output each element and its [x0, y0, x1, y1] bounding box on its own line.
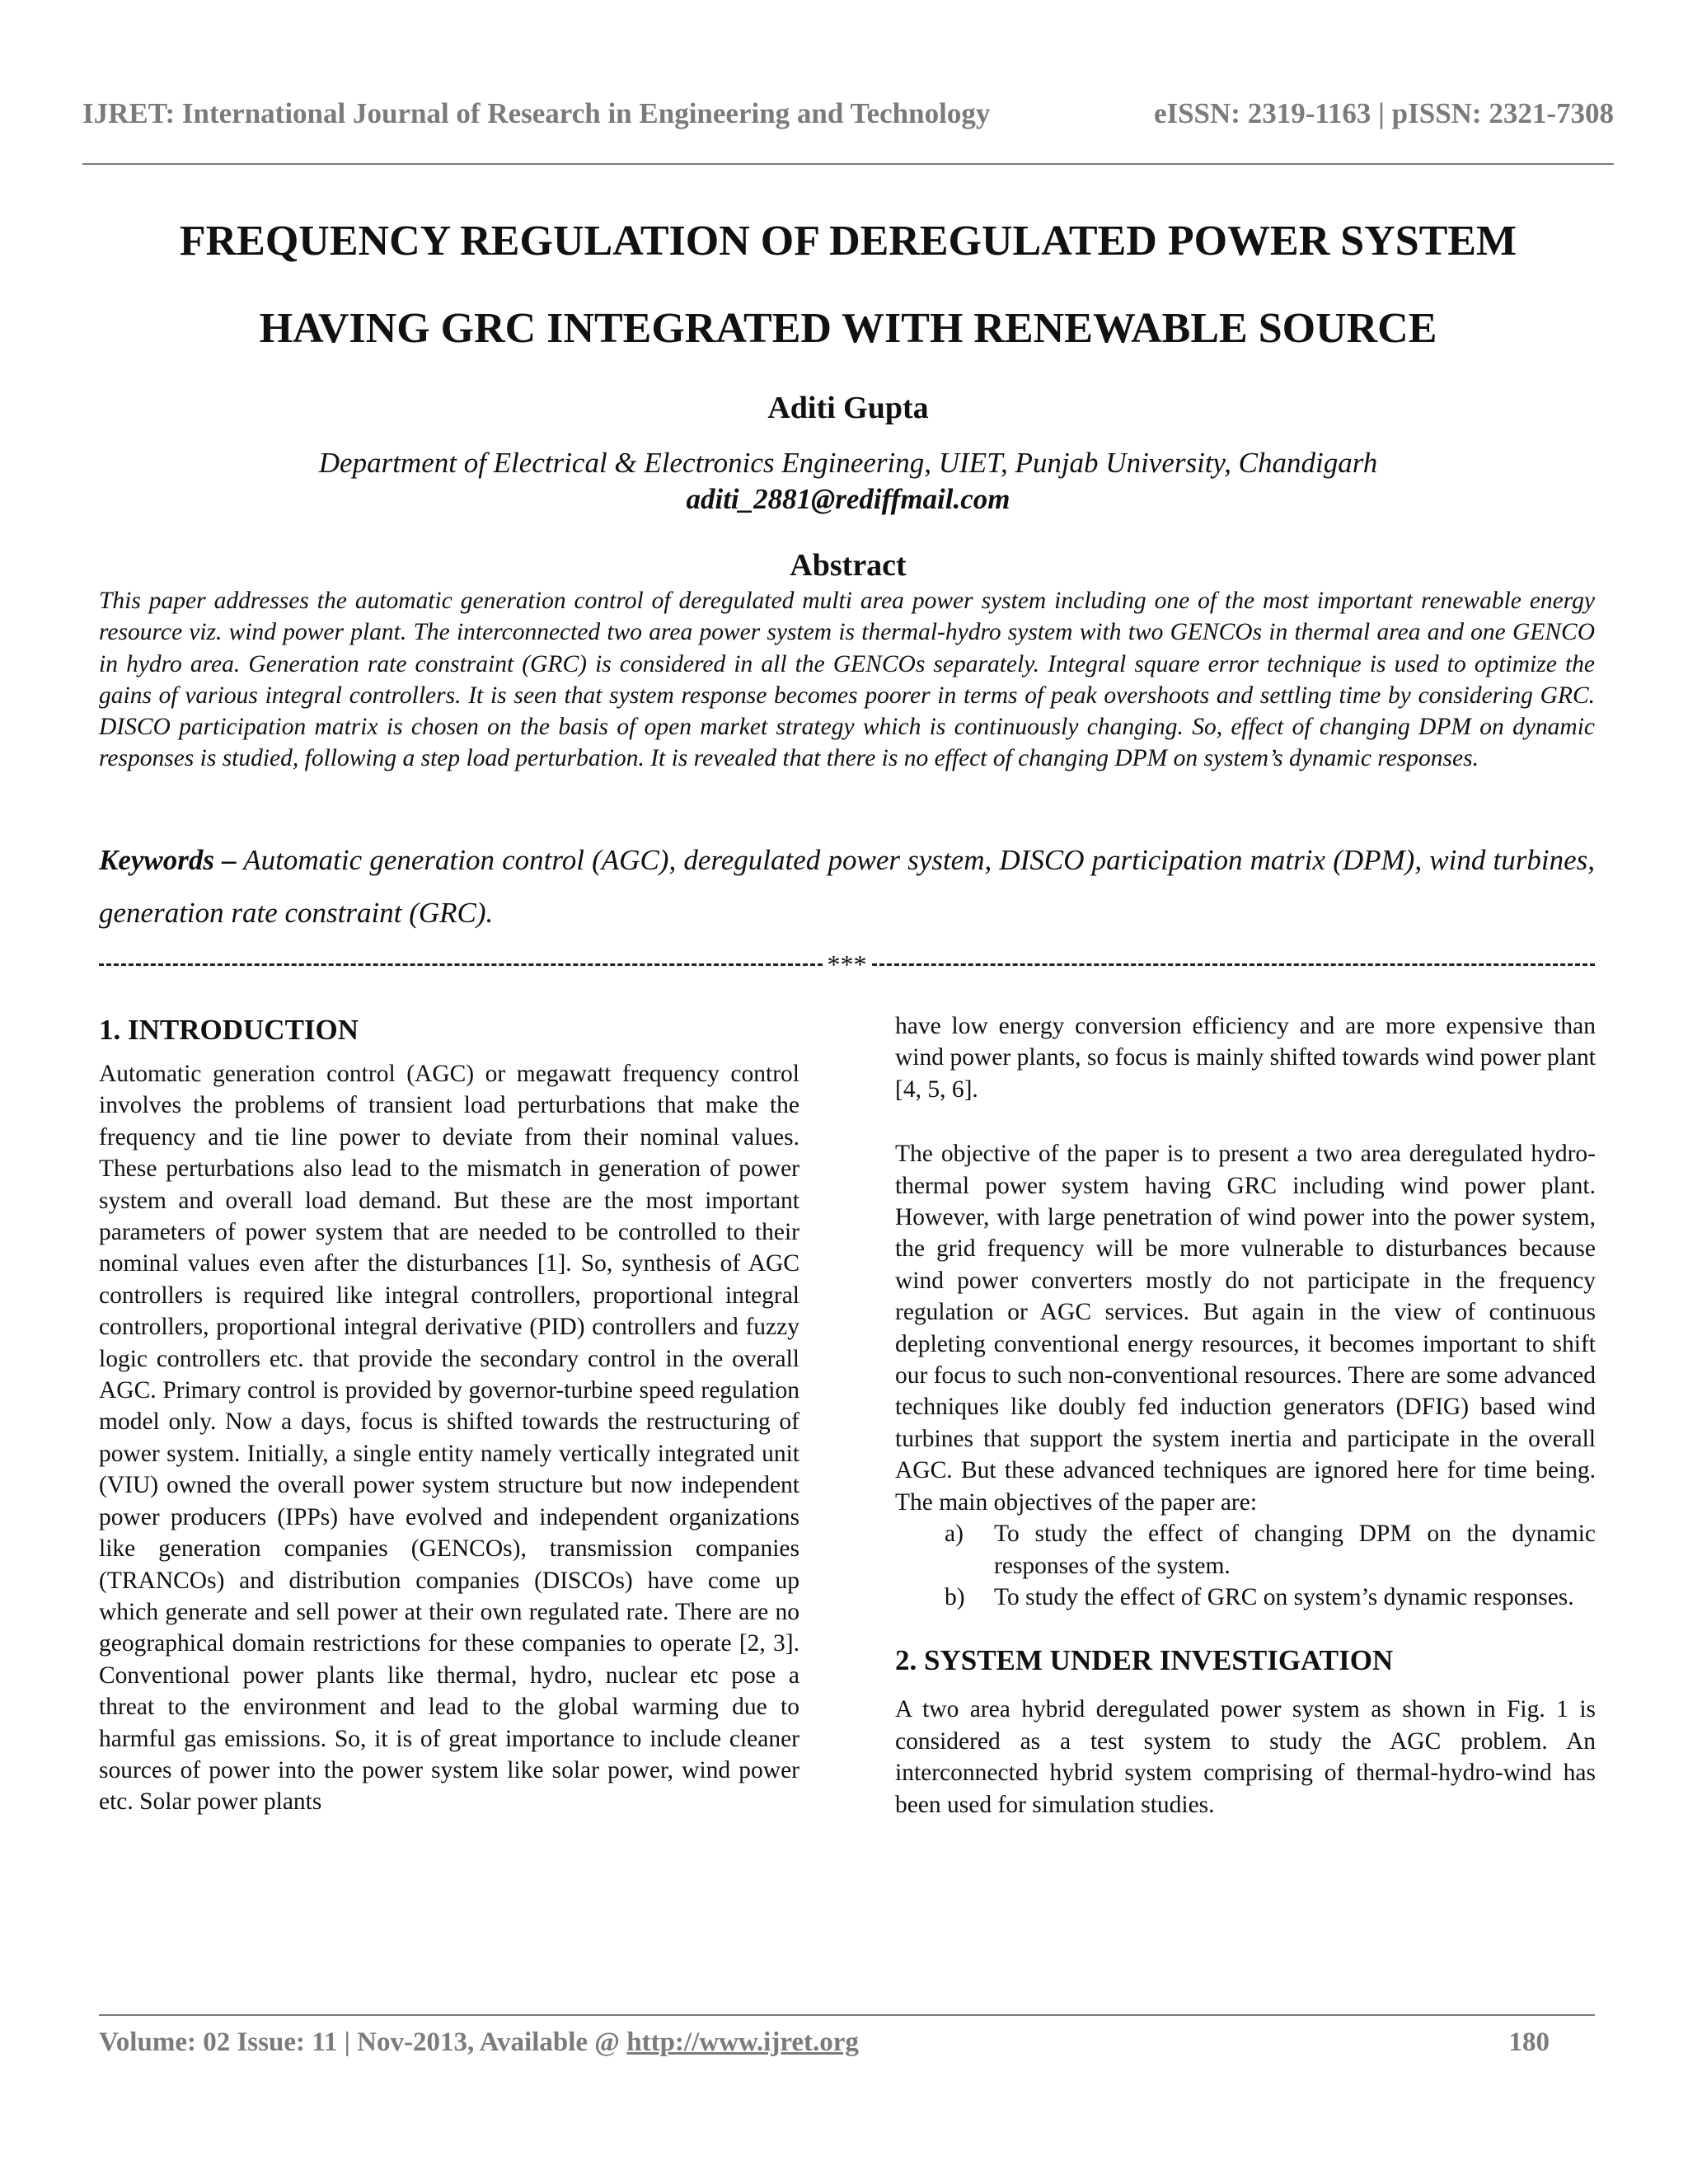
- footer-citation: [99, 2027, 859, 2058]
- left-column: [99, 1010, 799, 1818]
- divider-dash-right: [872, 963, 1596, 966]
- author-email[interactable]: aditi_2881@rediffmail.com: [686, 483, 1010, 515]
- title-line-1: FREQUENCY REGULATION OF DEREGULATED POWER SYSTEM: [179, 218, 1517, 265]
- list-marker: a): [945, 1521, 964, 1548]
- header-rule: [82, 163, 1614, 165]
- section-2-paragraph-1: A two area hybrid deregulated power system as shown in Fig. 1 is considered as a test system to study the AGC problem. An interconnected hybrid system comprising of thermal-hydro-wind has been used for simulation studies.: [895, 1696, 1596, 1818]
- section-2-heading: 2. SYSTEM UNDER INVESTIGATION: [895, 1644, 1394, 1677]
- section-1-heading: 1. INTRODUCTION: [99, 1014, 359, 1046]
- list-item: [895, 1518, 1596, 1582]
- author-name: Aditi Gupta: [767, 391, 929, 425]
- keywords-label: Keywords –: [99, 844, 237, 876]
- list-marker: b): [945, 1583, 965, 1610]
- abstract-heading: Abstract: [790, 548, 907, 583]
- author-affiliation-block: [82, 445, 1614, 518]
- journal-name: IJRET: International Journal of Research in Engineering and Technology: [82, 97, 991, 129]
- issn: eISSN: 2319-1163 | pISSN: 2321-7308: [1153, 97, 1614, 129]
- divider-dash-left: [99, 963, 823, 966]
- list-item: [895, 1582, 1596, 1613]
- footer-volume: Volume: 02 Issue: 11 | Nov-2013, Available @: [99, 2027, 627, 2057]
- objectives-list: [895, 1518, 1596, 1613]
- intro-paragraph-2: The objective of the paper is to present a two area deregulated hydro-thermal power system having GRC including wind power plant. However, with large penetration of wind power into the power system, the grid frequency will be more vulnerable to disturbances because wind power converters mostly do not participate in the frequency regulation or AGC services. But again in the view of continuous depleting conventional energy resources, it becomes important to shift our focus to such non-conventional resources. There are some advanced techniques like doubly fed induction generators (DFIG) based wind turbines that support the system inertia and participate in the overall AGC. But these advanced techniques are ignored here for time being. The main objectives of the paper are:: [895, 1141, 1596, 1516]
- running-header: [82, 97, 1614, 130]
- footer-rule: [99, 2014, 1595, 2016]
- journal-url-link[interactable]: http://www.ijret.org: [626, 2027, 859, 2057]
- intro-paragraph-1-continued: have low energy conversion efficiency and are more expensive than wind power plants, so focus is mainly shifted towards wind power plant [4, 5, 6].: [895, 1013, 1596, 1103]
- title-line-2: HAVING GRC INTEGRATED WITH RENEWABLE SOURCE: [259, 305, 1437, 352]
- section-divider: [99, 948, 1595, 981]
- keywords-text: Automatic generation control (AGC), deregulated power system, DISCO participation matrix (DPM), wind turbines, generation rate constraint (GRC).: [99, 844, 1596, 929]
- paper-title: [82, 198, 1614, 373]
- list-item-text: To study the effect of changing DPM on the dynamic responses of the system.: [994, 1521, 1596, 1579]
- list-item-text: To study the effect of GRC on system’s dynamic responses.: [994, 1583, 1574, 1610]
- paragraph-gap: [895, 1105, 1596, 1138]
- keywords: [99, 834, 1595, 940]
- intro-paragraph-1: Automatic generation control (AGC) or megawatt frequency control involves the problems of transient load perturbations that make the frequency and tie line power to deviate from their nominal values. These perturbations also lead to the mismatch in generation of power system and overall load demand. But these are the most important parameters of power system that are needed to be controlled to their nominal values even after the disturbances [1]. So, synthesis of AGC controllers is required like integral controllers, proportional integral controllers, proportional integral derivative (PID) controllers and fuzzy logic controllers etc. that provide the secondary control in the overall AGC. Primary control is provided by governor-turbine speed regulation model only. Now a days, focus is shifted towards the restructuring of power system. Initially, a single entity namely vertically integrated unit (VIU) owned the overall power system structure but now independent power producers (IPPs) have evolved and independent organizations like generation companies (GENCOs), transmission companies (TRANCOs) and distribution companies (DISCOs) have come up which generate and sell power at their own regulated rate. There are no geographical domain restrictions for these companies to operate [2, 3]. Conventional power plants like thermal, hydro, nuclear etc pose a threat to the environment and lead to the global warming due to harmful gas emissions. So, it is of great importance to include cleaner sources of power into the power system like solar power, wind power etc. Solar power plants: [99, 1061, 799, 1816]
- divider-stars: ***: [827, 949, 867, 979]
- page-number: 180: [1508, 2027, 1550, 2057]
- right-column: [895, 1010, 1596, 1821]
- running-footer: [99, 2027, 1550, 2058]
- affiliation: Department of Electrical & Electronics Engineering, UIET, Punjab University, Chandigarh: [318, 447, 1378, 479]
- abstract-text: This paper addresses the automatic generation control of deregulated multi area power system including one of the most important renewable energy resource viz. wind power plant. The interconnected two area power system is thermal-hydro system with two GENCOs in thermal area and one GENCO in hydro area. Generation rate constraint (GRC) is considered in all the GENCOs separately. Integral square error technique is used to optimize the gains of various integral controllers. It is seen that system response becomes poorer in terms of peak overshoots and settling time by considering GRC. DISCO participation matrix is chosen on the basis of open market strategy which is continuously changing. So, effect of changing DPM on dynamic responses is studied, following a step load perturbation. It is revealed that there is no effect of changing DPM on system’s dynamic responses.: [99, 588, 1595, 772]
